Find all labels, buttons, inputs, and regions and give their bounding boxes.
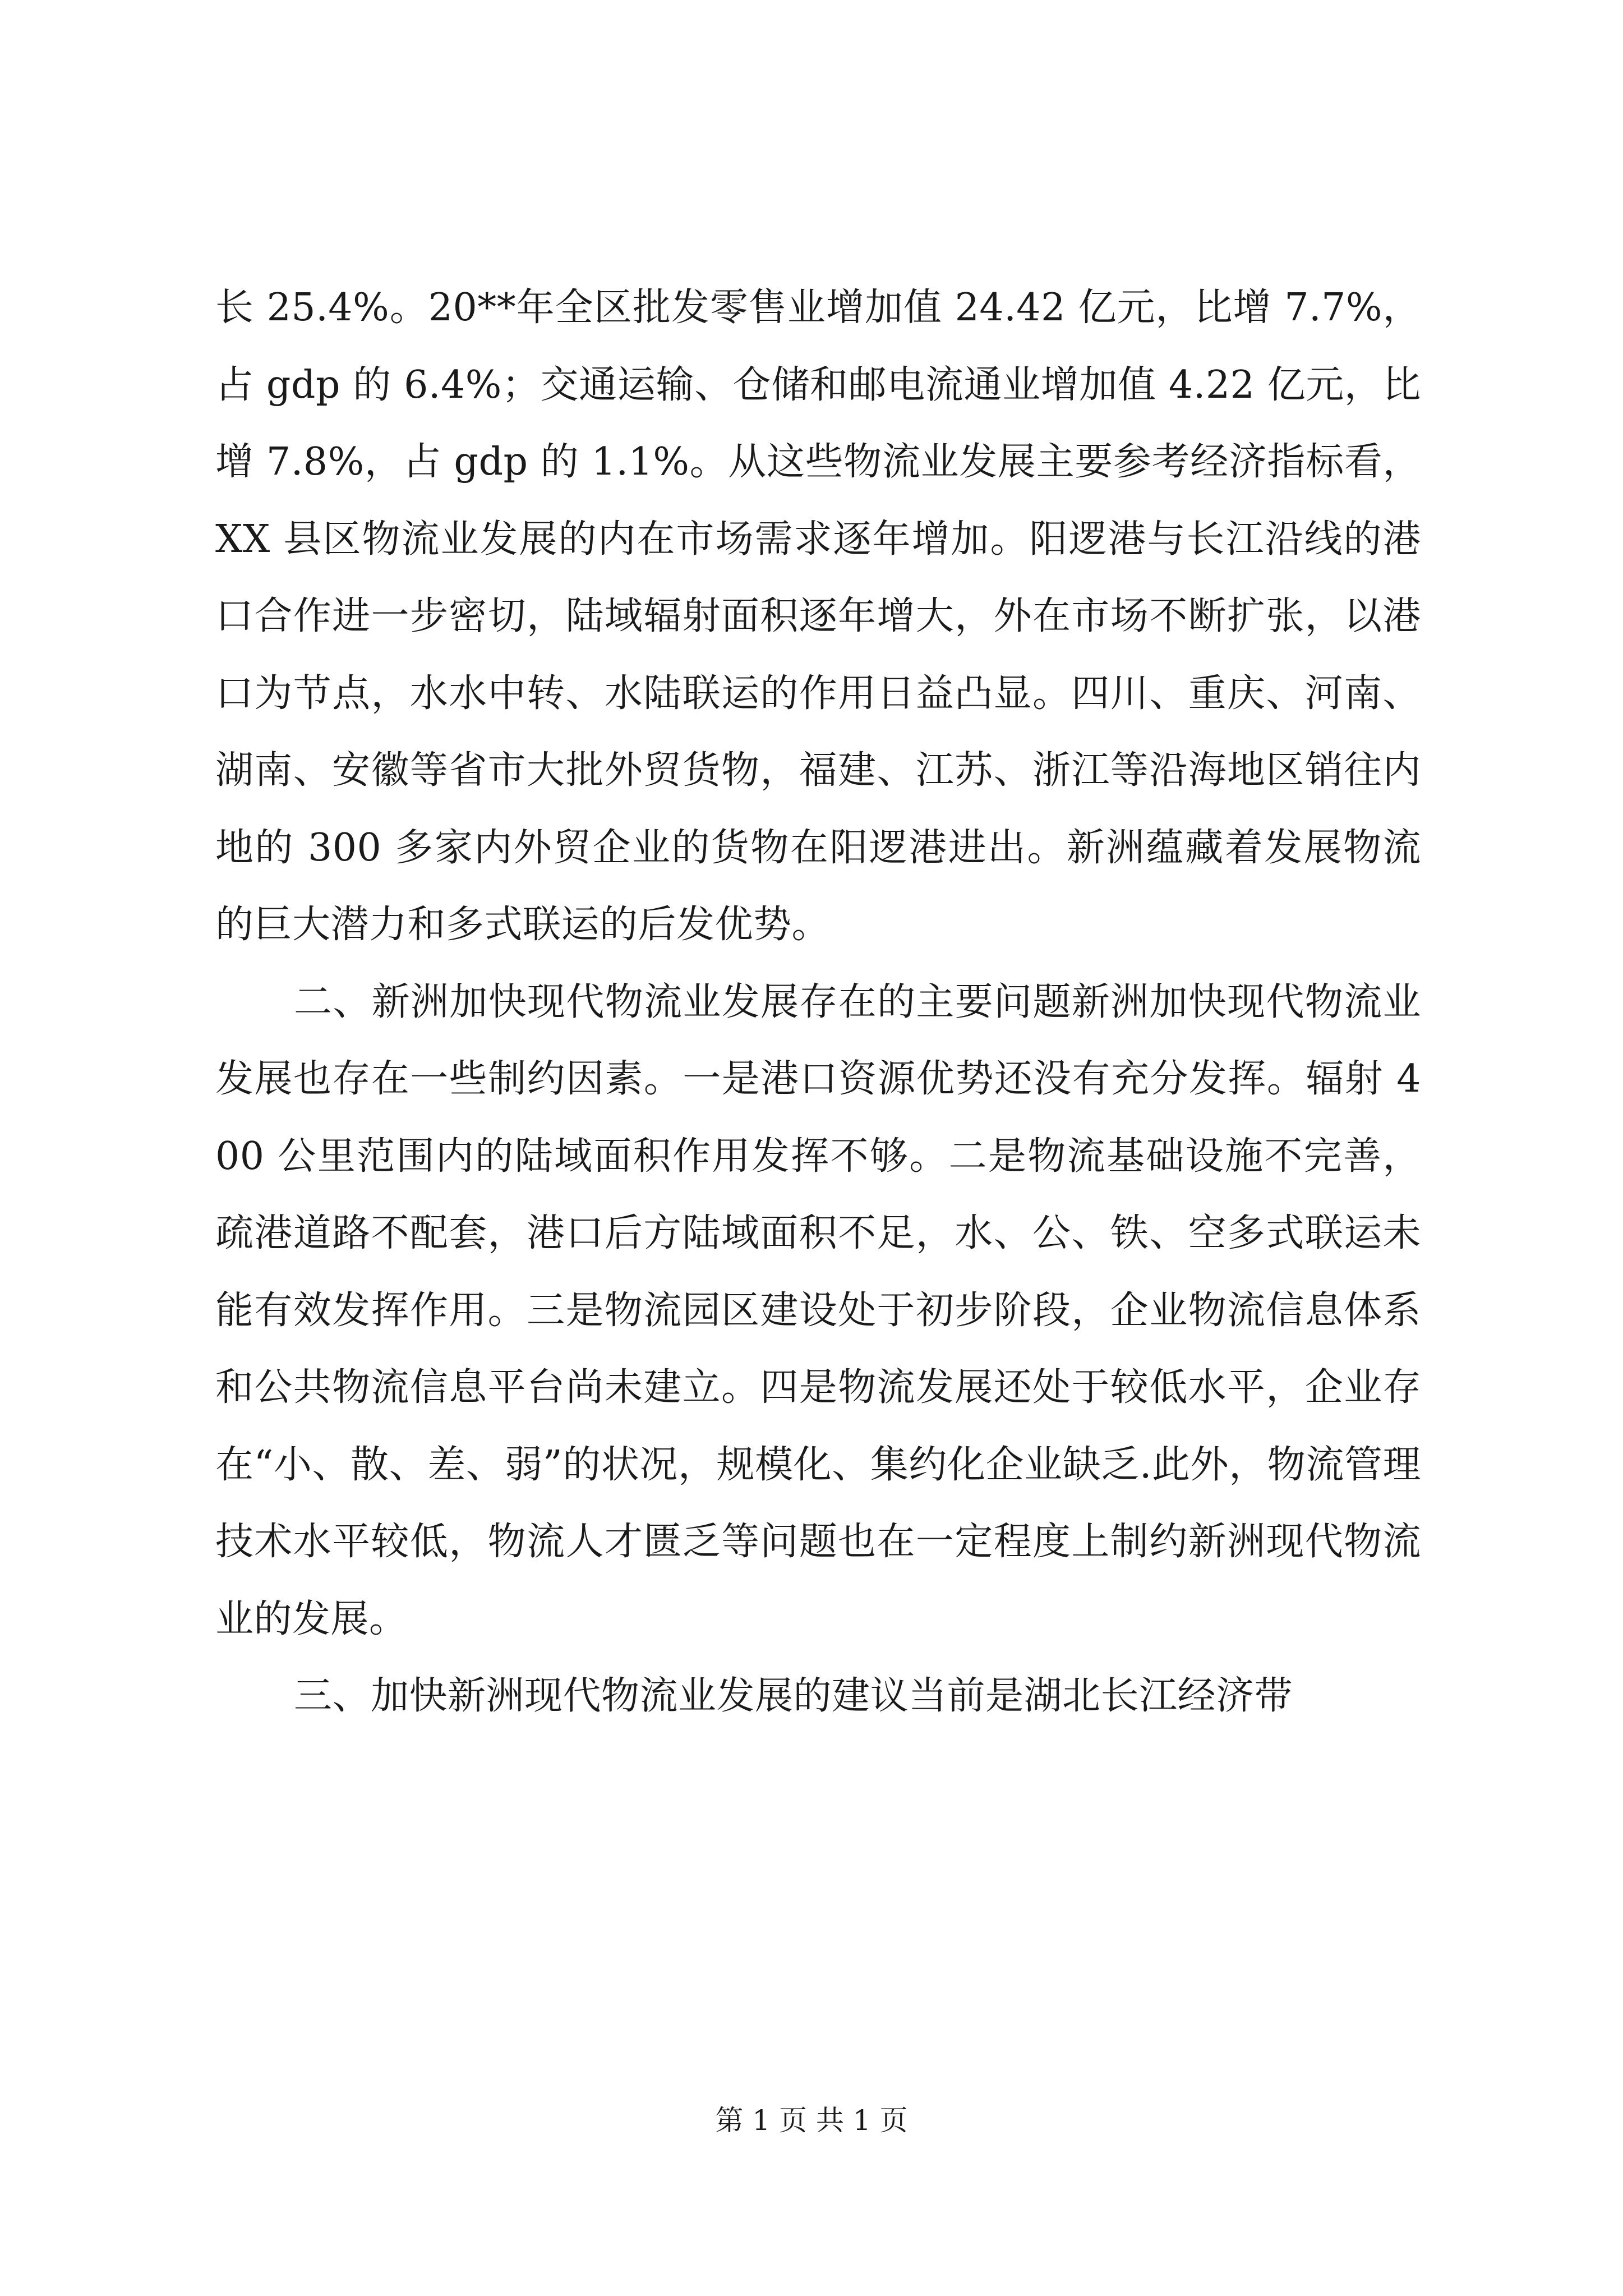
- document-body: [215, 269, 1421, 1735]
- paragraph-3: 三、加快新洲现代物流业发展的建议当前是湖北长江经济带: [294, 1674, 1293, 1718]
- page-footer: 第 1 页 共 1 页: [715, 2104, 908, 2137]
- paragraph-2: 二、新洲加快现代物流业发展存在的主要问题新洲加快现代物流业发展也存在一些制约因素。一是港口资源优势还没有充分发挥。辐射 400 公里范围内的陆域面积作用发挥不够。二是物流基础设施不完善，疏港道路不配套，港口后方陆域面积不足，水、公、铁、空多式联运未能有效发挥作用。三是物流园区建设处于初步阶段，企业物流信息体系和公共物流信息平台尚未建立。四是物流发展还处于较低水平，企业存在“小、散、差、弱”的状况，规模化、集约化企业缺乏.此外，物流管理技术水平较低，物流人才匮乏等问题也在一定程度上制约新洲现代物流业的发展。: [215, 979, 1421, 1641]
- paragraph-1: 长 25.4%。20**年全区批发零售业增加值 24.42 亿元，比增 7.7%，占 gdp 的 6.4%；交通运输、仓储和邮电流通业增加值 4.22 亿元，比增 7.8%，占 gdp 的 1.1%。从这些物流业发展主要参考经济指标看，XX 县区物流业发展的内在市场需求逐年增加。阳逻港与长江沿线的港口合作进一步密切，陆域辐射面积逐年增大，外在市场不断扩张，以港口为节点，水水中转、水陆联运的作用日益凸显。四川、重庆、河南、湖南、安徽等省市大批外贸货物，福建、江苏、浙江等沿海地区销往内地的 300 多家内外贸企业的货物在阳逻港进出。新洲蕴藏着发展物流的巨大潜力和多式联运的后发优势。: [215, 286, 1421, 947]
